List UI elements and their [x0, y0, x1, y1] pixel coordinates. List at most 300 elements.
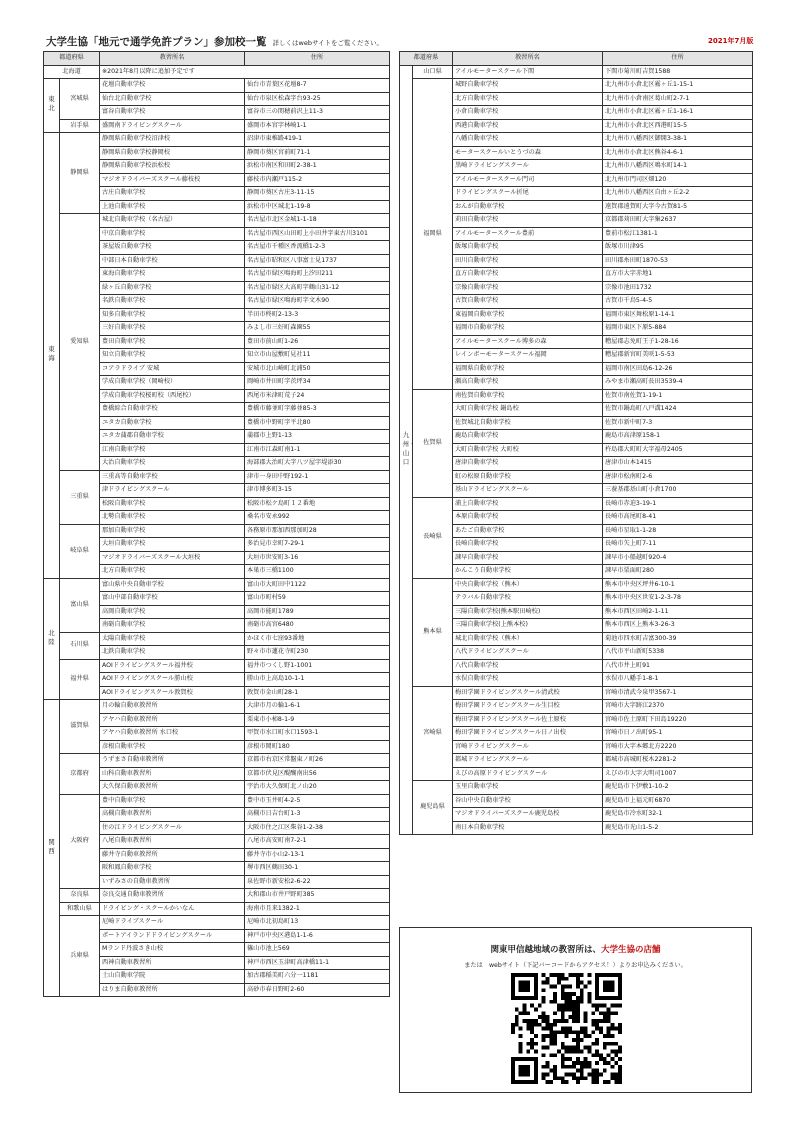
- prefecture-label: 三重県: [60, 470, 100, 524]
- school-name: モータースクールいとうづの森: [453, 146, 603, 160]
- school-address: 福井市つくし野1-1001: [245, 659, 390, 673]
- table-row: [400, 389, 753, 403]
- school-address: 宇治市大久保町北ノ山20: [245, 781, 390, 795]
- school-name: コアラドライブ 安城: [100, 362, 245, 376]
- school-name: えびの高原ドライビングスクール: [453, 767, 603, 781]
- school-address: 堺市西区鶴田30-1: [245, 862, 390, 876]
- school-address: 名古屋市昭和区八事富士見1737: [245, 254, 390, 268]
- school-address: 岡崎市井田町字茨坪34: [245, 376, 390, 390]
- table-row: [400, 673, 753, 687]
- school-address: 泉佐野市新安松2-6-22: [245, 875, 390, 889]
- school-name: 南佐賀自動車学校: [453, 389, 603, 403]
- school-name: いずみさの自動車教習所: [100, 875, 245, 889]
- school-name: 佐賀城北自動車学校: [453, 416, 603, 430]
- school-name: 中部日本自動車学校: [100, 254, 245, 268]
- table-row: [400, 376, 753, 390]
- school-address: 甲賀市水口町水口1593-1: [245, 727, 390, 741]
- prefecture-label: 和歌山県: [60, 902, 100, 916]
- prefecture-label: 岩手県: [60, 119, 100, 133]
- table-row: [400, 646, 753, 660]
- school-address: 海部郡大治町大字八ツ屋字堤添30: [245, 457, 390, 471]
- school-address: 京都市伏見区醍醐南出56: [245, 767, 390, 781]
- school-address: 名古屋市緑区鳴海町上汐田211: [245, 268, 390, 282]
- school-name: 藤井寺自動車教習所: [100, 848, 245, 862]
- region-label: 東海: [44, 133, 60, 579]
- school-name: 中京自動車学校: [100, 227, 245, 241]
- prefecture-label: 長崎県: [413, 497, 453, 578]
- table-row: [400, 92, 753, 106]
- school-address: 古賀市千鳥5-4-5: [603, 295, 753, 309]
- school-address: 長崎市赤迫3-19-1: [603, 497, 753, 511]
- school-column-header: 教習所名: [100, 52, 245, 66]
- school-name: AOIドライビングスクール勝山校: [100, 673, 245, 687]
- school-name: 静岡県自動車学校浜松校: [100, 160, 245, 174]
- pref-column-header: 都道府県: [44, 52, 100, 66]
- school-address: 八代市平山新町5338: [603, 646, 753, 660]
- school-name: はりま自動車教習所: [100, 983, 245, 997]
- school-name: 福岡市自動車学校: [453, 322, 603, 336]
- school-name: マジオドライバーズスクール藤枝校: [100, 173, 245, 187]
- school-address: 京都市右京区常盤東ノ町26: [245, 754, 390, 768]
- prefecture-label: 岐阜県: [60, 524, 100, 578]
- table-row: [44, 632, 390, 646]
- table-row: [44, 659, 390, 673]
- school-name: 大町自動車学校 鍋島校: [453, 403, 603, 417]
- school-address: 海南市且来1382-1: [245, 902, 390, 916]
- school-address: 彦根市岡町180: [245, 740, 390, 754]
- school-address: 杵島郡大町町大字福母2405: [603, 443, 753, 457]
- region-label: 北陸: [44, 578, 60, 700]
- school-name: 八幡自動車学校: [453, 133, 603, 147]
- school-name: 古庄自動車学校: [100, 187, 245, 201]
- address-column-header: 住所: [603, 52, 753, 66]
- school-name: 大治自動車学校: [100, 457, 245, 471]
- school-name: おんが自動車学校: [453, 200, 603, 214]
- table-row: [400, 227, 753, 241]
- table-row: [400, 457, 753, 471]
- school-address: 北九州市門司区畑120: [603, 173, 753, 187]
- table-row: [44, 916, 390, 930]
- table-row: [400, 686, 753, 700]
- school-address: かほく市七窪93番地: [245, 632, 390, 646]
- school-name: 山科自動車教習所: [100, 767, 245, 781]
- table-row: [400, 794, 753, 808]
- school-name: ユタカ蒲郡自動車学校: [100, 430, 245, 444]
- school-name: 那加自動車学校: [100, 524, 245, 538]
- school-address: 諫早市栗面町280: [603, 565, 753, 579]
- school-name: 仙台北自動車学校: [100, 92, 245, 106]
- school-address: 京都郡苅田町大字集2637: [603, 214, 753, 228]
- school-address: 神戸市中央区港島1-1-6: [245, 929, 390, 943]
- school-address: 福岡市東区舞松原1-14-1: [603, 308, 753, 322]
- school-name: マジオドライバーズスクール鹿児島校: [453, 808, 603, 822]
- edition-date: 2021年7月版: [708, 37, 754, 45]
- school-name: 梅田学園ドライビングスクール日ノ出校: [453, 727, 603, 741]
- school-address: 敦賀市金山町28-1: [245, 686, 390, 700]
- prefecture-label: 愛知県: [60, 214, 100, 471]
- school-name: 福岡県自動車学校: [453, 362, 603, 376]
- prefecture-label: 大阪府: [60, 794, 100, 889]
- info-heading: 関東甲信越地域の教習所は、大学生協の店舗: [490, 945, 661, 955]
- table-row: [44, 79, 390, 93]
- school-name: 田川自動車学校: [453, 254, 603, 268]
- table-row: [400, 484, 753, 498]
- school-address: 栗東市小柿8-1-9: [245, 713, 390, 727]
- region-label: 関西: [44, 700, 60, 997]
- school-name: 北方自動車学校: [100, 565, 245, 579]
- school-address: 長崎市矢上町7-11: [603, 538, 753, 552]
- school-address: 多治見市幸町7-29-1: [245, 538, 390, 552]
- school-name: アヤハ自動車教習所: [100, 713, 245, 727]
- school-address: 鹿児島市下伊敷1-10-2: [603, 781, 753, 795]
- school-address: 静岡市葵区古庄3-11-15: [245, 187, 390, 201]
- school-name: 長崎自動車学校: [453, 538, 603, 552]
- school-address: 静岡市葵区宮前町71-1: [245, 146, 390, 160]
- school-address: 豊中市玉井町4-2-5: [245, 794, 390, 808]
- school-address: 田川郡糸田町1870-53: [603, 254, 753, 268]
- school-name: 豊橋綜合自動車学校: [100, 403, 245, 417]
- note-cell: ※2021年8月以降に追加予定です: [100, 65, 390, 79]
- table-row: [400, 511, 753, 525]
- table-row: [400, 79, 753, 93]
- school-address: 熊本市中央区坪井6-10-1: [603, 578, 753, 592]
- school-address: 遠賀郡遠賀町大字今古賀81-5: [603, 200, 753, 214]
- school-name: 古賀自動車学校: [453, 295, 603, 309]
- school-name: アイルモータースクール博多の森: [453, 335, 603, 349]
- table-row: [400, 322, 753, 336]
- school-name: 唐津自動車学校: [453, 457, 603, 471]
- prefecture-label: 京都府: [60, 754, 100, 795]
- school-address: 南砺市高宮6480: [245, 619, 390, 633]
- school-address: 豊田市前山町1-26: [245, 335, 390, 349]
- prefecture-label: 奈良県: [60, 889, 100, 903]
- school-address: 北九州市小倉南区葛山町2-7-1: [603, 92, 753, 106]
- school-name: 上池自動車学校: [100, 200, 245, 214]
- school-address: 安城市北山崎町北浦50: [245, 362, 390, 376]
- school-name: あたご自動車学校: [453, 524, 603, 538]
- school-name: ポートアイランドドライビングスクール: [100, 929, 245, 943]
- school-address: 大垣市世安町3-16: [245, 551, 390, 565]
- school-name: AOIドライビングスクール福井校: [100, 659, 245, 673]
- school-name: 静岡県自動車学校静岡校: [100, 146, 245, 160]
- school-address: 沼津市東椎路419-1: [245, 133, 390, 147]
- left-school-table: [43, 51, 390, 997]
- school-address: 仙台市青葉区花壇8-7: [245, 79, 390, 93]
- school-name: 名鉄自動車学校: [100, 295, 245, 309]
- table-row: [400, 65, 753, 79]
- prefecture-label: 滋賀県: [60, 700, 100, 754]
- school-name: 豊中自動車学校: [100, 794, 245, 808]
- school-name: 盛岡南ドライビングスクール: [100, 119, 245, 133]
- school-name: 大垣自動車学校: [100, 538, 245, 552]
- table-row: [400, 160, 753, 174]
- prefecture-label: 佐賀県: [413, 389, 453, 497]
- school-address: 豊橋市中野町字平北80: [245, 416, 390, 430]
- school-name: 緑ヶ丘自動車学校: [100, 281, 245, 295]
- school-address: 糟屋郡志免町王子1-28-16: [603, 335, 753, 349]
- school-name: 都城ドライビングスクール: [453, 754, 603, 768]
- school-name: 城北自動車学校（熊本）: [453, 632, 603, 646]
- table-row: [400, 700, 753, 714]
- school-address: 唐津市松南町2-6: [603, 470, 753, 484]
- school-address: 宮崎市清武今泉甲3567-1: [603, 686, 753, 700]
- table-row: [400, 821, 753, 835]
- school-address: 宗像市池田1732: [603, 281, 753, 295]
- table-row: [44, 133, 390, 147]
- school-name: 城北自動車学校（名古屋）: [100, 214, 245, 228]
- school-name: 奈良交通自動車教習所: [100, 889, 245, 903]
- school-name: 阪和鳳自動車学校: [100, 862, 245, 876]
- school-address: 都城市高城町桜木2281-2: [603, 754, 753, 768]
- school-address: 北九州市小倉北区西港町15-5: [603, 119, 753, 133]
- table-row: [44, 889, 390, 903]
- table-row: [400, 781, 753, 795]
- info-subtext: または webサイト（下記バーコードからアクセス！）よりお申込みください。: [464, 962, 687, 969]
- school-address: 名古屋市緑区鳴海町字文木90: [245, 295, 390, 309]
- table-row: [400, 173, 753, 187]
- table-row: [400, 308, 753, 322]
- school-name: 静岡県自動車学校沼津校: [100, 133, 245, 147]
- school-address: 知立市山屋敷町見社11: [245, 349, 390, 363]
- school-address: 富谷市三の関穂前沢上11-3: [245, 106, 390, 120]
- school-address: 名古屋市緑区大高町字鶴山31-12: [245, 281, 390, 295]
- table-row: [400, 349, 753, 363]
- school-column-header: 教習所名: [453, 52, 603, 66]
- school-address: 富山市大町田中1122: [245, 578, 390, 592]
- school-address: 水俣市八幡手1-8-1: [603, 673, 753, 687]
- table-row: [400, 241, 753, 255]
- prefecture-label: 石川県: [60, 632, 100, 659]
- school-name: 諫早自動車学校: [453, 551, 603, 565]
- school-name: AOIドライビングスクール敦賀校: [100, 686, 245, 700]
- table-row: [400, 619, 753, 633]
- school-name: 玉里自動車学校: [453, 781, 603, 795]
- table-row: [400, 295, 753, 309]
- table-row: [44, 119, 390, 133]
- region-label: 東北: [44, 79, 60, 133]
- school-address: 福岡市南区田島6-12-26: [603, 362, 753, 376]
- school-name: 尼崎ドライブスクール: [100, 916, 245, 930]
- school-address: 名古屋市千種区香流橋1-2-3: [245, 241, 390, 255]
- school-name: 宮崎ドライビングスクール: [453, 740, 603, 754]
- school-name: 学成自動車学校桜町校（西尾校）: [100, 389, 245, 403]
- school-name: 北方自動車学校: [453, 92, 603, 106]
- school-name: かんこう自動車学校: [453, 565, 603, 579]
- school-address: 唐津市山本1415: [603, 457, 753, 471]
- address-column-header: 住所: [245, 52, 390, 66]
- page-title: [46, 34, 383, 49]
- table-row: [44, 214, 390, 228]
- school-address: 津市博多町3-15: [245, 484, 390, 498]
- table-row: [400, 578, 753, 592]
- school-name: 黒崎ドライビングスクール: [453, 160, 603, 174]
- school-name: 知立自動車学校: [100, 349, 245, 363]
- school-name: 富山県中央自動車学校: [100, 578, 245, 592]
- region-label: 九州・山口: [400, 65, 413, 835]
- table-row: [400, 592, 753, 606]
- school-name: 梅田学園ドライビングスクール清武校: [453, 686, 603, 700]
- title-text: 大学生協「地元で通学免許プラン」参加校一覧: [46, 36, 267, 48]
- school-name: 瀬高自動車学校: [453, 376, 603, 390]
- school-name: 虹の松原自動車学校: [453, 470, 603, 484]
- school-name: 太陽自動車学校: [100, 632, 245, 646]
- school-name: 三好自動車学校: [100, 322, 245, 336]
- school-name: 北鉄自動車学校: [100, 646, 245, 660]
- table-row: [400, 740, 753, 754]
- school-address: 北九州市八幡西区御開3-38-1: [603, 133, 753, 147]
- school-name: レインボーモータースクール福岡: [453, 349, 603, 363]
- school-name: 住の江ドライビングスクール: [100, 821, 245, 835]
- prefecture-label: 宮城県: [60, 79, 100, 120]
- school-address: 鹿児島市光山1-5-2: [603, 821, 753, 835]
- school-address: 仙台市泉区松森字台93-25: [245, 92, 390, 106]
- school-address: 江南市江森町南1-1: [245, 443, 390, 457]
- school-name: 小倉自動車学校: [453, 106, 603, 120]
- school-address: みよし市三好町森園55: [245, 322, 390, 336]
- school-name: 梅田学園ドライビングスクール佐土原校: [453, 713, 603, 727]
- school-address: 宮崎市大字跡江2370: [603, 700, 753, 714]
- table-row: [400, 443, 753, 457]
- school-name: 南日本自動車学校: [453, 821, 603, 835]
- school-name: 八尾自動車教習所: [100, 835, 245, 849]
- school-name: 本原自動車学校: [453, 511, 603, 525]
- table-row: [400, 659, 753, 673]
- right-school-table: [399, 51, 753, 835]
- table-row: [400, 362, 753, 376]
- school-address: 桑名市安永992: [245, 511, 390, 525]
- school-name: 知多自動車学校: [100, 308, 245, 322]
- school-name: 彦根自動車学校: [100, 740, 245, 754]
- school-name: 茶屋坂自動車学校: [100, 241, 245, 255]
- school-name: 南砺自動車学校: [100, 619, 245, 633]
- table-row: [400, 551, 753, 565]
- school-name: テラバル自動車学校: [453, 592, 603, 606]
- table-row: [400, 713, 753, 727]
- table-row: [400, 538, 753, 552]
- school-address: えびの市大字大明司1007: [603, 767, 753, 781]
- school-address: 北九州市小倉北区霧ヶ丘1-15-1: [603, 79, 753, 93]
- table-row: [400, 565, 753, 579]
- table-row: [400, 524, 753, 538]
- table-row: [400, 268, 753, 282]
- qr-code[interactable]: [511, 973, 622, 1084]
- school-address: 佐賀市新中町7-3: [603, 416, 753, 430]
- school-address: 長崎市星取1-1-28: [603, 524, 753, 538]
- school-address: 宮崎市佐土原町下田島19220: [603, 713, 753, 727]
- school-address: 尼崎市北初島町13: [245, 916, 390, 930]
- school-name: 富山中部自動車学校: [100, 592, 245, 606]
- school-name: 水俣自動車学校: [453, 673, 603, 687]
- prefecture-label: 宮崎県: [413, 686, 453, 781]
- table-row: [400, 133, 753, 147]
- school-address: 藤井寺市小山2-13-1: [245, 848, 390, 862]
- school-address: 大津市月の輪1-6-1: [245, 700, 390, 714]
- table-row: [400, 470, 753, 484]
- school-name: 三陽自動車学校(上熊本校): [453, 619, 603, 633]
- school-address: 諫早市小船越町920-4: [603, 551, 753, 565]
- table-row: [400, 403, 753, 417]
- school-address: みやま市瀬高町長田3539-4: [603, 376, 753, 390]
- school-name: 月の輪自動車教習所: [100, 700, 245, 714]
- prefecture-label: 兵庫県: [60, 916, 100, 997]
- prefecture-label: 熊本県: [413, 578, 453, 686]
- school-address: 鹿児島市冷水町32-1: [603, 808, 753, 822]
- school-name: 東海自動車学校: [100, 268, 245, 282]
- school-name: 苅田自動車学校: [453, 214, 603, 228]
- school-address: 各務原市那加西那加町28: [245, 524, 390, 538]
- school-name: 基山ドライビングスクール: [453, 484, 603, 498]
- info-box: [399, 927, 752, 1093]
- school-name: 学成自動車学校（岡崎校）: [100, 376, 245, 390]
- school-address: 北九州市八幡西区鳴水町14-1: [603, 160, 753, 174]
- school-address: 下関市菊川町吉賀1588: [603, 65, 753, 79]
- prefecture-label: 静岡県: [60, 133, 100, 214]
- school-address: 加古郡稲美町六分一1181: [245, 970, 390, 984]
- table-row: [400, 727, 753, 741]
- school-address: 北九州市小倉北区霧ヶ丘1-16-1: [603, 106, 753, 120]
- school-address: 半田市柊町2-13-3: [245, 308, 390, 322]
- school-address: 佐賀市鍋島町八戸溝1424: [603, 403, 753, 417]
- table-row: [400, 119, 753, 133]
- school-address: 浜松市中区城北1-19-8: [245, 200, 390, 214]
- table-row: [400, 335, 753, 349]
- school-name: 松阪自動車学校: [100, 497, 245, 511]
- school-address: 八代市井上町91: [603, 659, 753, 673]
- school-address: 長崎市高尾町8-41: [603, 511, 753, 525]
- school-address: 宮崎市日ノ出町95-1: [603, 727, 753, 741]
- school-address: 津市一身田中野192-1: [245, 470, 390, 484]
- school-address: 神戸市西区玉津町高津橋11-1: [245, 956, 390, 970]
- school-address: 熊本市西区田崎2-1-11: [603, 605, 753, 619]
- school-address: 名古屋市北区金城1-1-18: [245, 214, 390, 228]
- school-name: 富谷自動車学校: [100, 106, 245, 120]
- school-address: 西尾市米津町荒子24: [245, 389, 390, 403]
- title-note: 詳しくはwebサイトをご覧ください。: [272, 39, 383, 47]
- school-name: 北勢自動車学校: [100, 511, 245, 525]
- school-name: 東福岡自動車学校: [453, 308, 603, 322]
- pref-column-header: 都道府県: [400, 52, 453, 66]
- table-row: [400, 605, 753, 619]
- school-name: 八代ドライビングスクール: [453, 646, 603, 660]
- school-name: ドライビングスクール折尾: [453, 187, 603, 201]
- table-row: [44, 700, 390, 714]
- school-address: 佐賀市南佐賀1-19-1: [603, 389, 753, 403]
- school-address: 熊本市西区上熊本3-26-3: [603, 619, 753, 633]
- table-row: [44, 524, 390, 538]
- school-address: 豊前市松江1381-1: [603, 227, 753, 241]
- school-address: 名古屋市西区山田町上小田井字東古川3101: [245, 227, 390, 241]
- prefecture-label: 山口県: [413, 65, 453, 79]
- table-row: [400, 430, 753, 444]
- school-address: 熊本市中央区世安1-2-3-78: [603, 592, 753, 606]
- school-name: 大久保自動車教習所: [100, 781, 245, 795]
- region-label: 北海道: [44, 65, 100, 79]
- school-address: 菊池市四水町吉富300-39: [603, 632, 753, 646]
- school-name: 谷山中央自動車学校: [453, 794, 603, 808]
- school-address: 直方市大字赤地1: [603, 268, 753, 282]
- school-name: Mランド丹波さき山校: [100, 943, 245, 957]
- school-name: 宗像自動車学校: [453, 281, 603, 295]
- school-name: ドライビング・スクールかいなん: [100, 902, 245, 916]
- school-address: 三養基郡基山町小倉1700: [603, 484, 753, 498]
- school-name: 西神自動車教習所: [100, 956, 245, 970]
- school-address: 糟屋郡新宮町美咲1-5-53: [603, 349, 753, 363]
- school-name: アイルモータースクール下関: [453, 65, 603, 79]
- table-row: [400, 106, 753, 120]
- school-address: 北九州市八幡西区自由ヶ丘2-2: [603, 187, 753, 201]
- school-name: 八代自動車学校: [453, 659, 603, 673]
- table-row: [400, 187, 753, 201]
